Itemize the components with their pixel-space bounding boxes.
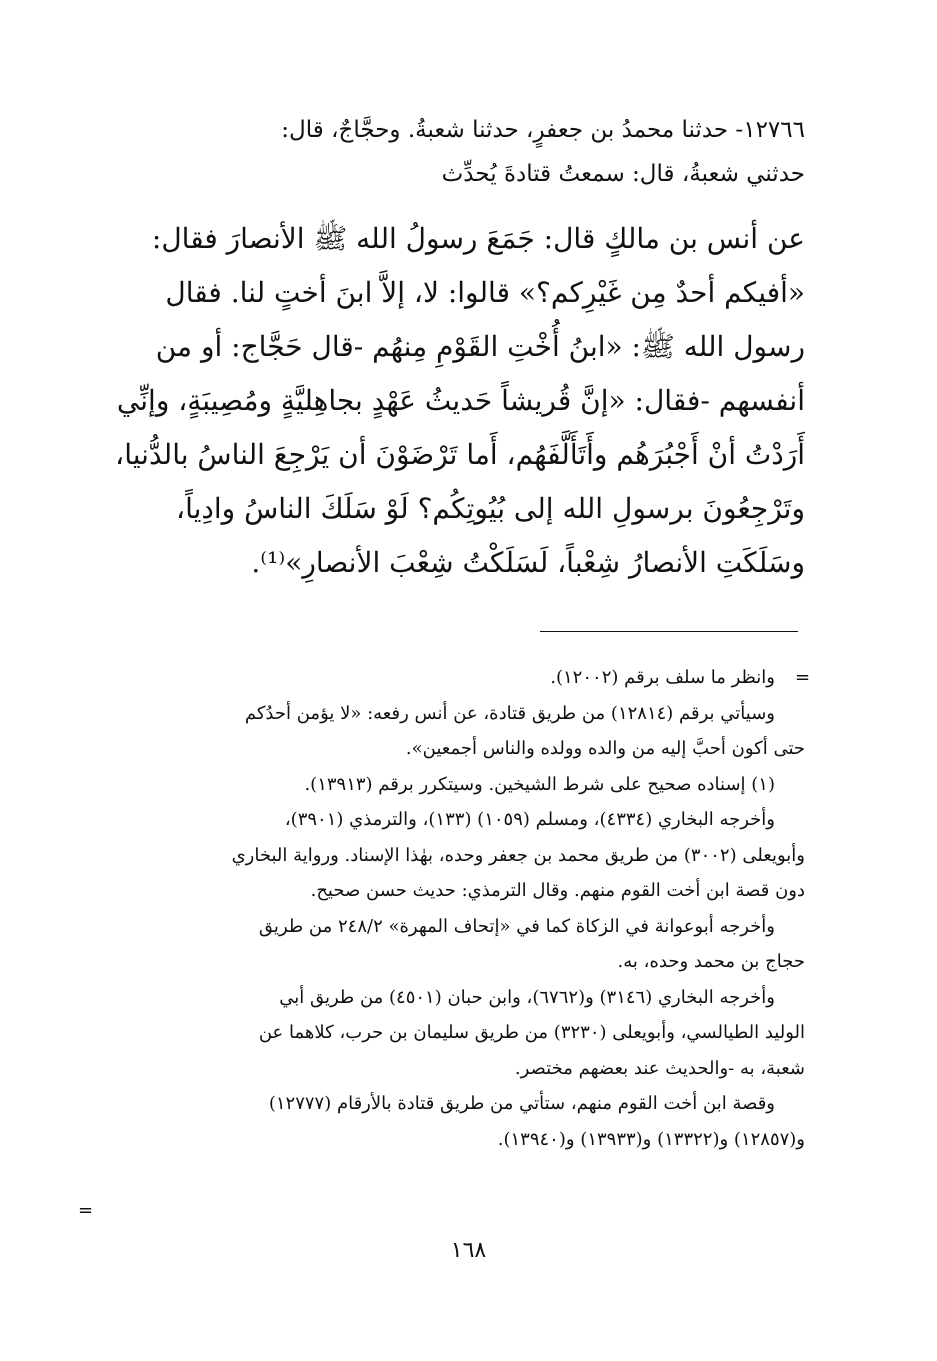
- footnote-line: وأخرجه البخاري (٤٣٣٤)، ومسلم (١٠٥٩) (١٣٣)، والترمذي (٣٩٠١)،: [284, 809, 775, 830]
- footnote-line: شعبة، به -والحديث عند بعضهم مختصر.: [514, 1057, 805, 1079]
- footnote-line: وقصة ابن أخت القوم منهم، ستأتي من طريق قتادة بالأرقام (١٢٧٧٧): [268, 1093, 775, 1114]
- matn-line: أنفسهم -فقال: «إنَّ قُريشاً حَديثُ عَهْدٍ بجاهِليَّةٍ ومُصِيبَةٍ، وإنِّي: [116, 384, 805, 417]
- footnote-paragraph: [105, 802, 805, 838]
- matn-line: عن أنس بن مالكٍ قال: جَمَعَ رسولُ الله ﷺ الأنصارَ فقال:: [151, 222, 805, 255]
- footnote-line: (١) إسناده صحيح على شرط الشيخين. وسيتكرر برقم (١٣٩١٣).: [304, 773, 775, 795]
- footnote-separator: [540, 631, 798, 632]
- matn-line: وسَلَكَتِ الأنصارُ شِعْباً، لَسَلَكْتُ شِعْبَ الأنصارِ»⁽¹⁾.: [251, 546, 805, 579]
- footnote-paragraph: [105, 1122, 805, 1158]
- page-number: ١٦٨: [450, 1238, 487, 1263]
- footnotes: [105, 660, 805, 1157]
- footnote-continuation-mark-bottom: =: [78, 1200, 94, 1221]
- footnote-paragraph: [105, 1086, 805, 1122]
- footnote-1: [105, 767, 805, 803]
- footnote-paragraph: [105, 980, 805, 1016]
- isnad-line: حدثني شعبةُ، قال: سمعتُ قتادةَ يُحدِّث: [441, 161, 805, 187]
- hadith-isnad: [105, 108, 805, 196]
- footnote-line: وأخرجه أبوعوانة في الزكاة كما في «إتحاف المهرة» ٢٤٨/٢ من طريق: [258, 915, 775, 937]
- footnote-paragraph: [105, 696, 805, 732]
- matn-line: وتَرْجِعُونَ برسولِ الله إلى بُيُوتِكُم؟ لَوْ سَلَكَ الناسُ وادِياً،: [176, 492, 805, 525]
- footnote-paragraph: [105, 909, 805, 945]
- footnote-line: الوليد الطيالسي، وأبويعلى (٣٢٣٠) من طريق سليمان بن حرب، كلاهما عن: [258, 1022, 805, 1043]
- footnote-line: وأخرجه البخاري (٣١٤٦) و(٦٧٦٢)، وابن حبان (٤٥٠١) من طريق أبي: [279, 986, 775, 1008]
- footnote-line: دون قصة ابن أخت القوم منهم. وقال الترمذي: حديث حسن صحيح.: [310, 880, 805, 901]
- footnote-paragraph: [105, 838, 805, 909]
- isnad-line: ١٢٧٦٦- حدثنا محمدُ بن جعفرٍ، حدثنا شعبةُ. وحجَّاجٌ، قال:: [281, 117, 805, 143]
- footnote-line: وأبويعلى (٣٠٠٢) من طريق محمد بن جعفر وحده، بهٰذا الإسناد. ورواية البخاري: [231, 844, 805, 866]
- footnote-paragraph: [105, 1015, 805, 1086]
- matn-line: أَرَدْتُ أنْ أَجْبُرَهُم وأَتَأَلَّفَهُم، أَما تَرْضَوْنَ أن يَرْجِعَ الناسُ بالدُّنيا،: [115, 438, 805, 471]
- hadith-matn: [105, 212, 805, 590]
- footnote-paragraph: [105, 731, 805, 767]
- footnote-continuation-mark-top: =: [795, 667, 811, 688]
- footnote-line: حتى أكون أحبَّ إليه من والده وولده والناس أجمعين».: [405, 738, 805, 759]
- footnote-paragraph: [105, 944, 805, 980]
- footnote-line: وسيأتي برقم (١٢٨١٤) من طريق قتادة، عن أنس رفعه: «لا يؤمن أحدُكم: [244, 702, 775, 724]
- footnote-line: حجاج بن محمد وحده، به.: [617, 951, 805, 972]
- matn-line: رسول الله ﷺ: «ابنُ أُخْتِ القَوْمِ مِنهُم -قال حَجَّاج: أو من: [155, 330, 805, 363]
- footnote-paragraph: [105, 660, 805, 696]
- matn-line: «أفيكم أحدٌ مِن غَيْرِكم؟» قالوا: لا، إلاَّ ابنَ أختٍ لنا. فقال: [165, 276, 805, 309]
- footnote-line: و(١٢٨٥٧) و(١٣٣٢٢) و(١٣٩٣٣) و(١٣٩٤٠).: [497, 1128, 805, 1150]
- footnote-line: وانظر ما سلف برقم (١٢٠٠٢).: [550, 667, 775, 688]
